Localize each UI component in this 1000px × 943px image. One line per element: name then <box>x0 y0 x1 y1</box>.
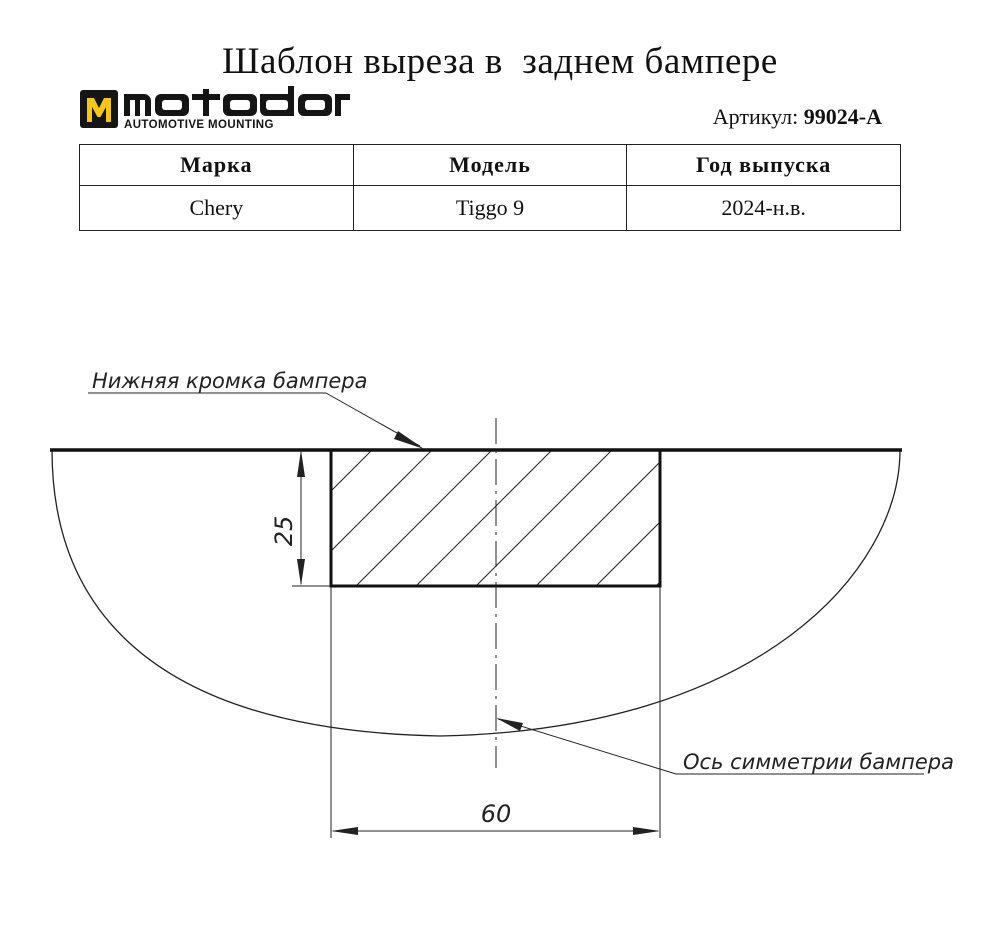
symmetry-leader-arrow <box>496 718 523 731</box>
header-brand: Марка <box>80 145 354 186</box>
cell-brand: Chery <box>80 186 354 231</box>
width-dimension-value: 60 <box>480 800 512 828</box>
width-arrow-left <box>331 827 358 835</box>
page-title: Шаблон выреза в заднем бампере <box>222 41 778 82</box>
bumper-outline <box>52 450 900 736</box>
header-model: Модель <box>353 145 627 186</box>
height-arrow-bottom <box>297 559 305 586</box>
article-label: Артикул: <box>712 104 799 129</box>
symmetry-axis-label: Ось симметрии бампера <box>683 750 954 774</box>
cutout-hatching <box>236 450 792 586</box>
bumper-edge-leader-arrow <box>394 431 424 449</box>
logo-tagline: AUTOMOTIVE MOUNTING <box>124 119 274 131</box>
bumper-edge-label: Нижняя кромка бампера <box>92 369 368 393</box>
width-arrow-right <box>633 827 660 835</box>
height-dimension-value: 25 <box>270 515 298 547</box>
cell-model: Tiggo 9 <box>353 186 627 231</box>
header-year: Год выпуска <box>627 145 901 186</box>
height-arrow-top <box>297 450 305 477</box>
article-value: 99024-A <box>803 104 882 129</box>
cell-year: 2024-н.в. <box>627 186 901 231</box>
symmetry-leader <box>498 719 676 774</box>
